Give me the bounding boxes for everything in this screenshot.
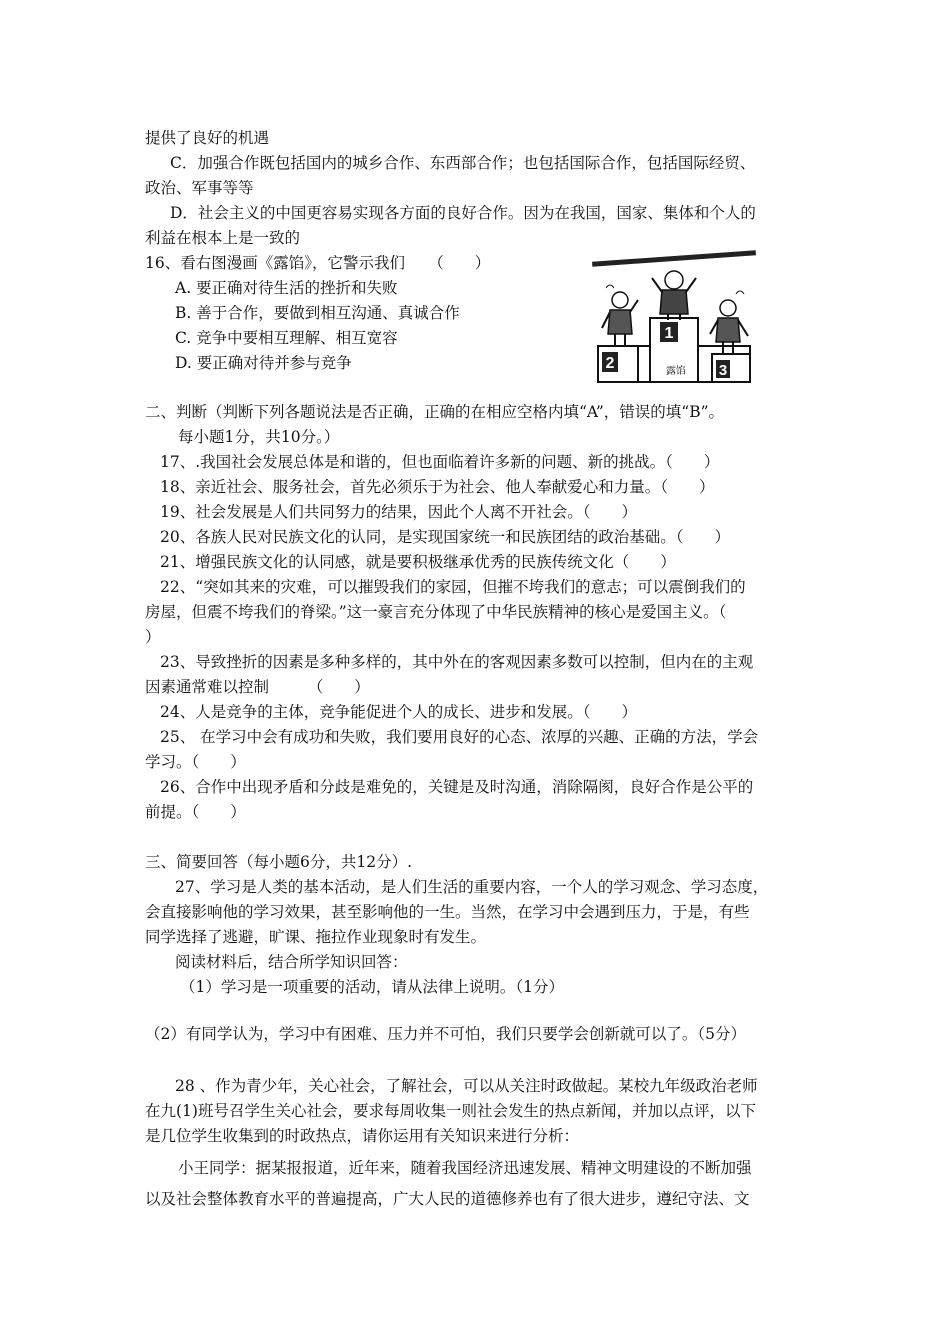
q28-line3: 是几位学生收集到的时政热点，请你运用有关知识来进行分析： — [145, 1127, 580, 1145]
q28-line1: 28 、作为青少年，关心社会，了解社会，可以从关注时政做起。某校九年级政治老师 — [175, 1077, 758, 1095]
q27-line4: 阅读材料后，结合所学知识回答： — [175, 953, 408, 971]
section2-heading-line2: 每小题1分，共10分。） — [178, 428, 340, 446]
q15-option-c-line2: 政治、军事等等 — [145, 179, 254, 197]
judge-item-22-line1: 22、“突如其来的灾难，可以摧毁我们的家园，但摧不垮我们的意志；可以震倒我们的 — [160, 578, 746, 596]
q27-subquestion-1: （1）学习是一项重要的活动，请从法律上说明。（1分） — [180, 978, 564, 996]
q15-option-d-line2: 利益在根本上是一致的 — [145, 229, 301, 247]
podium-number-1: 1 — [664, 325, 674, 342]
judge-item-26-line1: 26、合作中出现矛盾和分歧是难免的，关键是及时沟通，消除隔阂，良好合作是公平的 — [160, 778, 754, 796]
judge-item-18: 18、亲近社会、服务社会，首先必须乐于为社会、他人奉献爱心和力量。（ ） — [160, 478, 715, 496]
judge-item-23-line2: 因素通常难以控制 （ ） — [145, 678, 370, 696]
judge-item-24: 24、人是竞争的主体，竞争能促进个人的成长、进步和发展。（ ） — [160, 703, 637, 721]
judge-item-25-line1: 25、 在学习中会有成功和失败，我们要用良好的心态、浓厚的兴趣、正确的方法，学会 — [160, 728, 759, 746]
q27-line2: 会直接影响他的学习效果，甚至影响他的一生。当然，在学习中会遇到压力，于是，有些 — [145, 903, 750, 921]
q16-stem: 16、看右图漫画《露馅》，它警示我们 （ ） — [145, 254, 491, 272]
section2-heading: 二、判断（判断下列各题说法是否正确，正确的在相应空格内填“A”，错误的填“B”。 — [145, 403, 725, 421]
cartoon-caption: 露馅 — [666, 366, 686, 377]
q28-line2: 在九(1)班号召学生关心社会，要求每周收集一则社会发生的热点新闻，并加以点评，以下 — [145, 1102, 756, 1120]
judge-item-20: 20、各族人民对民族文化的认同，是实现国家统一和民族团结的政治基础。（ ） — [160, 528, 730, 546]
q15-option-d-line1: D．社会主义的中国更容易实现各方面的良好合作。因为在我国，国家、集体和个人的 — [170, 204, 756, 222]
q27-line3: 同学选择了逃避，旷课、拖拉作业现象时有发生。 — [145, 928, 487, 946]
judge-item-25-line2: 学习。（ ） — [145, 753, 246, 771]
judge-item-19: 19、社会发展是人们共同努力的结果，因此个人离不开社会。（ ） — [160, 503, 637, 521]
q28-line4: 小王同学：据某报报道，近年来，随着我国经济迅速发展、精神文明建设的不断加强 — [178, 1159, 752, 1177]
cartoon-podium-image — [588, 248, 760, 388]
judge-item-26-line2: 前提。（ ） — [145, 803, 246, 821]
judge-item-22-line2: 房屋，但震不垮我们的脊梁。”这一豪言充分体现了中华民族精神的核心是爱国主义。（ — [145, 603, 727, 621]
q15-option-c-line1: C．加强合作既包括国内的城乡合作、东西部合作；也包括国际合作，包括国际经贸、 — [170, 154, 756, 172]
judge-item-22-line3: ） — [145, 628, 161, 646]
judge-item-17: 17、.我国社会发展总体是和谐的，但也面临着许多新的问题、新的挑战。（ ） — [160, 453, 720, 471]
judge-item-21: 21、增强民族文化的认同感，就是要积极继承优秀的民族传统文化（ ） — [160, 553, 676, 571]
q15-b-continuation: 提供了良好的机遇 — [145, 129, 270, 147]
section3-heading: 三、简要回答（每小题6分，共12分）. — [145, 853, 413, 871]
podium-number-2: 2 — [605, 355, 615, 372]
q16-option-a: A. 要正确对待生活的挫折和失败 — [175, 279, 398, 297]
q16-option-b: B. 善于合作，要做到相互沟通、真诚合作 — [175, 304, 460, 322]
q16-option-d: D. 要正确对待并参与竞争 — [175, 354, 352, 372]
q28-line5: 以及社会整体教育水平的普遍提高，广大人民的道德修养也有了很大进步，遵纪守法、文 — [145, 1190, 750, 1208]
judge-item-23-line1: 23、导致挫折的因素是多种多样的，其中外在的客观因素多数可以控制，但内在的主观 — [160, 653, 754, 671]
q16-option-c: C. 竞争中要相互理解、相互宽容 — [175, 329, 398, 347]
q27-line1: 27、学习是人类的基本活动，是人们生活的重要内容，一个人的学习观念、学习态度， — [175, 878, 769, 896]
q27-subquestion-2: （2）有同学认为，学习中有困难、压力并不可怕，我们只要学会创新就可以了。（5分） — [145, 1025, 746, 1043]
podium-number-3: 3 — [718, 362, 728, 379]
